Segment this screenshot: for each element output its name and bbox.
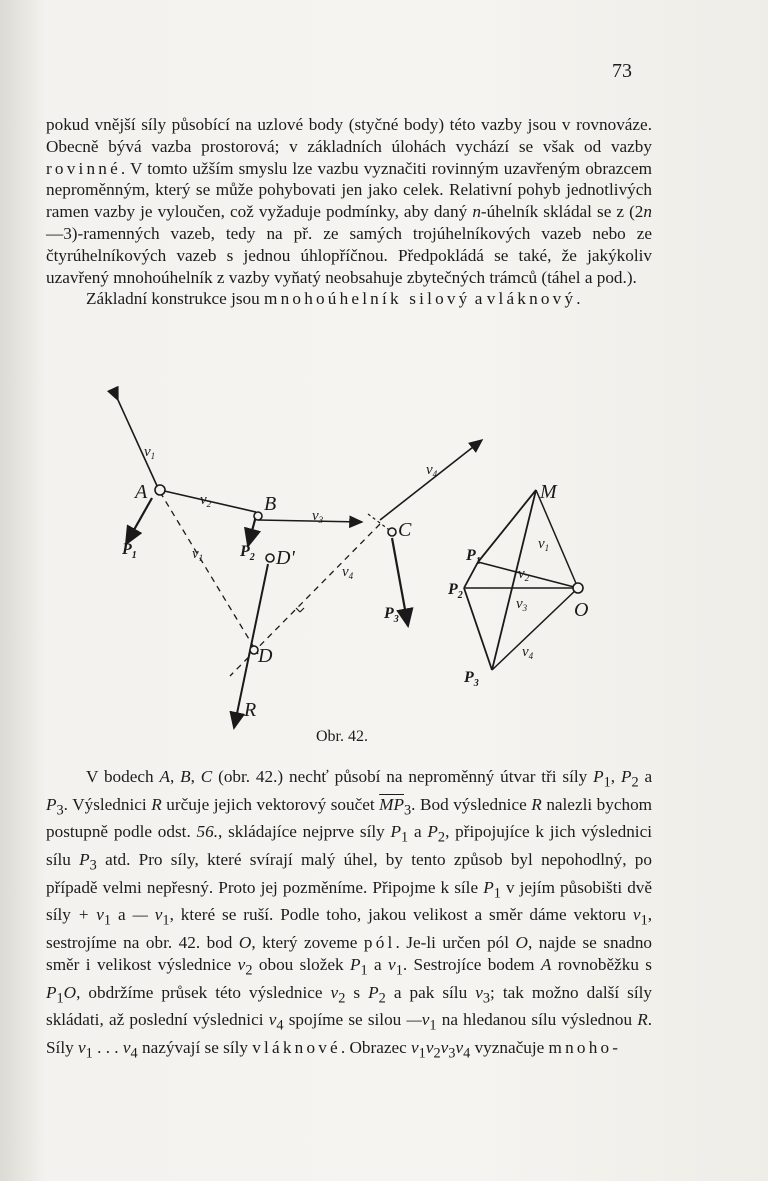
label-O: O [574, 599, 589, 621]
label-v2-poly: $v_2$ [518, 566, 530, 583]
node-Dp [266, 554, 274, 562]
text-block-bottom [46, 766, 652, 1065]
v3-string-line [258, 520, 362, 522]
text-block-top [46, 114, 652, 310]
dashed-v1-line [160, 492, 258, 654]
v1-string-line [118, 400, 158, 488]
paragraph-3: V bodech A, B, C (obr. 42.) nechť působí na neproměnný útvar tři síly $P_1$, $P_2$ a $P_3$. Výslednici R určuje jejich vektorový součet $\overline{MP}_3$. Bod výslednice R nalezli bychom postupně podle odst. 56., skládajíce nejprve síly $P_1$ a $P_2$, připojujíce k jich výslednici sílu $P_3$ atd. Pro síly, které svírají malý úhel, by tento způsob byl nepohodlný, po případě velmi nepřesný. Proto jej pozměníme. Připojme k síle $P_1$ v jejím působišti dvě síly + $v_1$ a — $v_1$, které se ruší. Podle toho, jakou velikost a směr dáme vektoru $v_1$, sestrojíme na obr. 42. bod O, který zoveme pól. Je-li určen pól O, najde se snadno směr i velikost výslednice $v_2$ obou složek $P_1$ a $v_1$. Sestrojíce bodem A rovnoběžku s $P_1O$, obdržíme průsek této výslednice $v_2$ s $P_2$ a pak sílu $v_3$; tak možno další síly skládati, až poslední výslednici $v_4$ spojíme se silou $—v_1$ na hledanou sílu výslednou R. Síly $v_1$ . . . $v_4$ nazývají se síly vláknové. Obrazec $v_1v_2v_3v_4$ vyznačuje mnoho- [46, 767, 653, 1062]
force-P3-arrow [392, 538, 408, 626]
label-v4-dashed: $v_4$ [342, 564, 354, 581]
label-v4-poly: $v_4$ [522, 644, 534, 661]
label-v2: $v_2$ [200, 492, 212, 509]
label-B: B [264, 493, 277, 515]
label-P1-poly: $P_1$ [466, 547, 481, 567]
label-P1: $P_1$ [122, 541, 137, 561]
label-M: M [540, 481, 557, 503]
label-P3: $P_3$ [384, 605, 399, 625]
label-C: C [398, 519, 412, 541]
label-D: D [258, 645, 273, 667]
label-R: R [244, 699, 257, 721]
label-P2: $P_2$ [240, 543, 255, 563]
label-P2-poly: $P_2$ [448, 581, 463, 601]
label-A: A [135, 481, 148, 503]
label-v3: $v_3$ [312, 508, 324, 525]
node-A [155, 485, 165, 495]
figure-42 [0, 380, 768, 730]
force-P1-arrow [126, 498, 152, 544]
label-v1-poly: $v_1$ [538, 536, 550, 553]
label-v1-top: $v_1$ [144, 444, 156, 461]
label-P3-poly: $P_3$ [464, 669, 479, 689]
label-Dp: D' [276, 547, 295, 569]
node-D [250, 646, 258, 654]
pole-O [573, 583, 583, 593]
page-number: 73 [612, 60, 632, 82]
force-polygon-P2P3 [464, 588, 492, 670]
label-v4-top: $v_4$ [426, 462, 438, 479]
node-B [254, 512, 262, 520]
paragraph-1: pokud vnější síly působící na uzlové body (styčné body) této vazby jsou v rovnováze. Obecně bývá vazba prostorová; v základních úlohách vychází se však od vazby rovinné. V tomto užším smyslu lze vazbu vyznačiti rovinným uzavřeným obrazcem neproměnným, který se může pohybovati jen jako celek. Relativní pohyb jednotlivých ramen vazby je vyloučen, což vyžaduje podmínky, aby daný n-úhelník skládal se z (2n—3)-ramenných vazeb, tedy na př. ze samých trojúhelníkových vazeb nebo ze čtyrúhelníkových vazeb s jednou úhlopříčnou. Předpokládá se také, že jakýkoliv uzavřený mnohoúhelník z vazby vyňatý neobsahuje zbytečných trámců (táhel a pod.). [46, 115, 652, 287]
v4-string-line [380, 440, 482, 520]
ray-P3O [492, 588, 578, 670]
figure-caption: Obr. 42. [316, 728, 368, 745]
label-v3-poly: $v_3$ [516, 596, 528, 613]
paragraph-2: Základní konstrukce jsou mnohoúhelník silový a vláknový. [86, 289, 581, 309]
label-v1-dashed: $v_1$ [192, 546, 204, 563]
force-P2-arrow [248, 516, 256, 546]
node-C [388, 528, 396, 536]
